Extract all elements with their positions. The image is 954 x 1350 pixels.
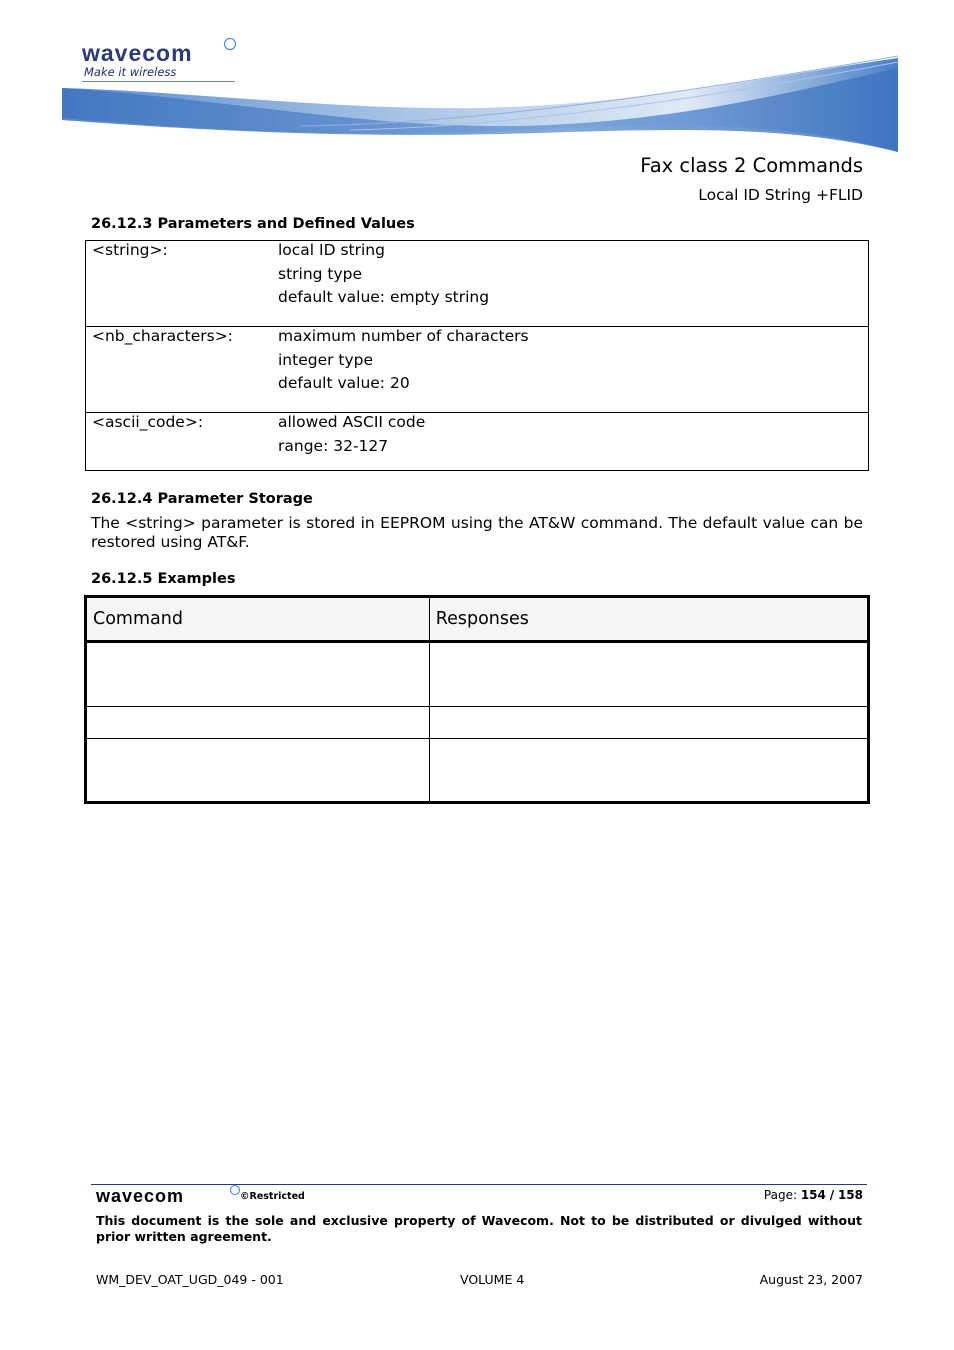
page-label: Page: — [763, 1188, 797, 1202]
parameter-row-ascii-code — [86, 413, 868, 471]
storage-paragraph: The <string> parameter is stored in EEPROM using the AT&W command. The default value can be restored using AT&F. — [91, 514, 863, 551]
parameter-description — [278, 327, 868, 406]
parameter-name: <string>: — [92, 241, 168, 259]
page-total: 158 — [837, 1188, 863, 1202]
volume-label: VOLUME 4 — [460, 1272, 525, 1287]
parameter-line: local ID string — [278, 241, 385, 259]
section-heading-storage: 26.12.4 Parameter Storage — [91, 491, 313, 507]
column-header-command: Command — [86, 597, 430, 642]
footer-divider — [91, 1184, 867, 1185]
parameter-row-string — [86, 241, 868, 327]
command-cell — [86, 707, 430, 739]
section-heading-parameters: 26.12.3 Parameters and Defined Values — [91, 216, 415, 232]
logo-tagline: Make it wireless — [84, 65, 177, 79]
wavecom-logo: wavecom — [82, 40, 193, 66]
page-current: 154 — [800, 1188, 826, 1202]
parameter-description — [278, 413, 868, 464]
examples-header-row — [86, 597, 869, 642]
logo-swirl-icon — [224, 38, 236, 50]
chapter-subtitle: Local ID String +FLID — [698, 186, 863, 204]
parameter-line: maximum number of characters — [278, 327, 529, 345]
page-separator: / — [829, 1188, 835, 1202]
table-row — [86, 642, 869, 707]
footer-logo-swirl-icon — [230, 1185, 240, 1195]
response-cell — [429, 739, 868, 803]
page-number — [764, 1188, 863, 1202]
document-date: August 23, 2007 — [759, 1272, 863, 1287]
logo-underline — [82, 81, 235, 82]
parameter-line: default value: empty string — [278, 288, 490, 306]
confidentiality-notice: This document is the sole and exclusive property of Wavecom. Not to be distributed or divulged without prior written agreement. — [96, 1213, 862, 1244]
chapter-title: Fax class 2 Commands — [640, 154, 863, 177]
column-header-responses: Responses — [429, 597, 868, 642]
command-cell — [86, 739, 430, 803]
parameter-line: allowed ASCII code — [278, 413, 426, 431]
parameter-name: <ascii_code>: — [92, 413, 204, 431]
parameter-line: integer type — [278, 350, 374, 369]
response-cell — [429, 642, 868, 707]
parameter-row-nb-characters — [86, 327, 868, 413]
parameter-description — [278, 241, 868, 320]
document-id: WM_DEV_OAT_UGD_049 - 001 — [96, 1272, 284, 1287]
examples-table — [84, 595, 870, 804]
parameter-line: default value: 20 — [278, 374, 410, 392]
footer-wavecom-logo: wavecom — [96, 1186, 185, 1206]
parameters-table — [85, 240, 869, 471]
parameter-line: string type — [278, 264, 363, 283]
command-cell — [86, 642, 430, 707]
parameter-line: range: 32-127 — [278, 436, 389, 455]
response-cell — [429, 707, 868, 739]
restricted-label: ©Restricted — [240, 1191, 305, 1202]
header-swoosh-graphic — [0, 0, 954, 160]
table-row — [86, 707, 869, 739]
section-heading-examples: 26.12.5 Examples — [91, 571, 236, 587]
table-row — [86, 739, 869, 803]
parameter-name: <nb_characters>: — [92, 327, 233, 345]
